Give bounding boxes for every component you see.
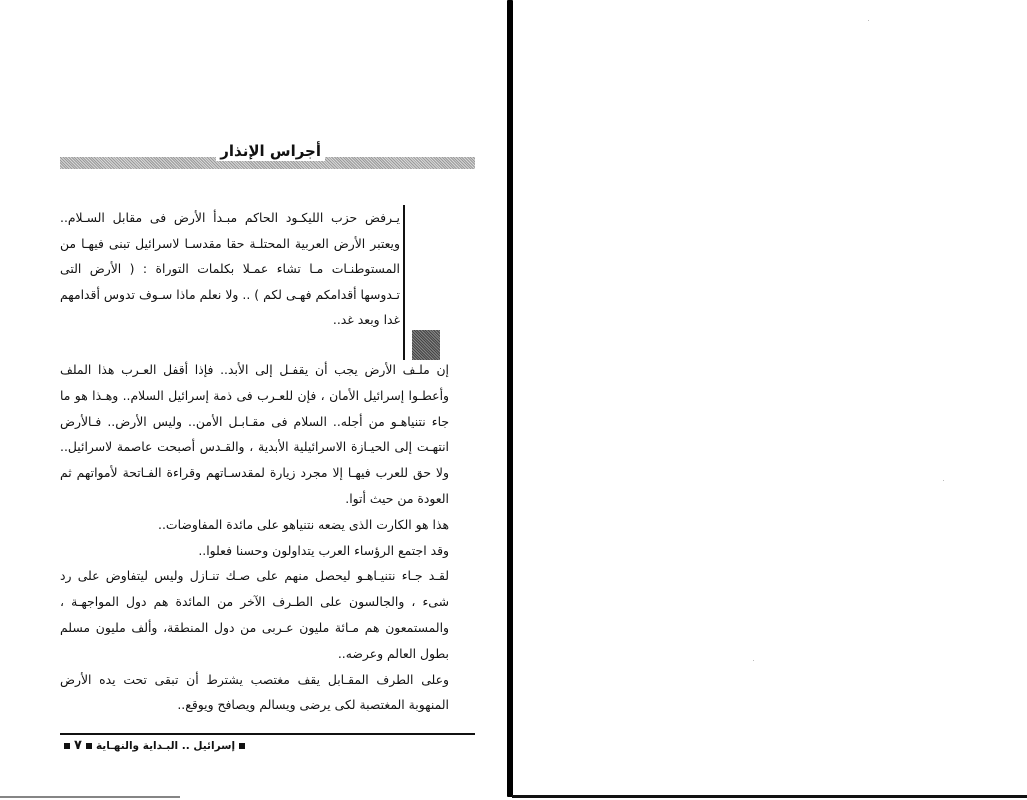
- body-text: [60, 357, 475, 718]
- right-page-blank: [513, 0, 1027, 795]
- intro-vertical-rule: [403, 205, 405, 360]
- chapter-header: [60, 142, 475, 169]
- footer-rule: [60, 733, 475, 735]
- square-bullet-icon: [86, 743, 92, 749]
- left-page: [0, 0, 505, 800]
- intro-paragraph: يـرفض حزب الليكـود الحاكم مبـدأ الأرض فى مقابل السـلام.. ويعتبر الأرض العربية المحتلـة حقا مقدسـا لاسرائيل تبنى فيهـا من المستوطنـات مـا تشاء عمـلا بكلمات التوراة : ( الأرض التى تـدوسها أقدامكم فهـى لكم ) .. ولا نعلم ماذا سـوف تدوس أقدامهم غدا وبعد غد..: [60, 210, 400, 327]
- scan-speck: [943, 480, 944, 481]
- intro-square-ornament: [412, 330, 440, 360]
- footer-book-title: إسرائيل .. البـداية والنهـاية: [95, 740, 236, 752]
- paragraph: وقد اجتمع الرؤساء العرب يتداولون وحسنا فعلوا..: [198, 542, 449, 558]
- page-number: ٧: [74, 738, 82, 753]
- square-bullet-icon: [64, 743, 70, 749]
- scan-bottom-edge-left: [0, 796, 180, 798]
- chapter-title: أجراس الإنذار: [216, 141, 325, 161]
- scan-bottom-edge: [512, 795, 1027, 798]
- paragraph: هذا هو الكارت الذى يضعه نتنياهو على مائدة المفاوضات..: [158, 516, 449, 532]
- square-bullet-icon: [239, 743, 245, 749]
- paragraph: إن ملـف الأرض يجب أن يقفـل إلى الأبد.. فإذا أقفل العـرب هذا الملف وأعطـوا إسرائيل الأمان ، فإن للعـرب فى ذمة إسرائيل السلام.. وهـذا هو ما جاء نتنياهـو من أجله.. السلام فى مقـابـل الأمن.. وليس الأرض.. فـالأرض انتهـت إلى الحيـازة الاسرائيلية الأبدية ، والقـدس أصبحت عاصمة لاسرائيل.. ولا حق للعرب فيهـا إلا مجرد زيارة لمقدسـاتهم وقراءة الفـاتحة لأمواتهم ثم العودة من حيث أتوا.: [60, 362, 449, 506]
- scan-speck: [753, 660, 754, 661]
- scan-speck: [868, 20, 869, 21]
- paragraph: لقـد جـاء نتنيـاهـو ليحصل منهم على صـك تنـازل وليس ليتفاوض على رد شىء ، والجالسون على الطـرف الآخر من المائدة هم دول المواجهـة ، والمستمعون هم مـائة مليون عـربى من دول المنطقة، وألف مليون مسلم بطول العالم وعرضه..: [60, 568, 449, 661]
- paragraph: وعلى الطرف المقـابل يقف مغتصب يشترط أن تبقى تحت يده الأرض المنهوبة المغتصبة لكى يرضى ويسالم ويصافح ويوقع..: [60, 671, 449, 713]
- page-footer: [60, 738, 280, 753]
